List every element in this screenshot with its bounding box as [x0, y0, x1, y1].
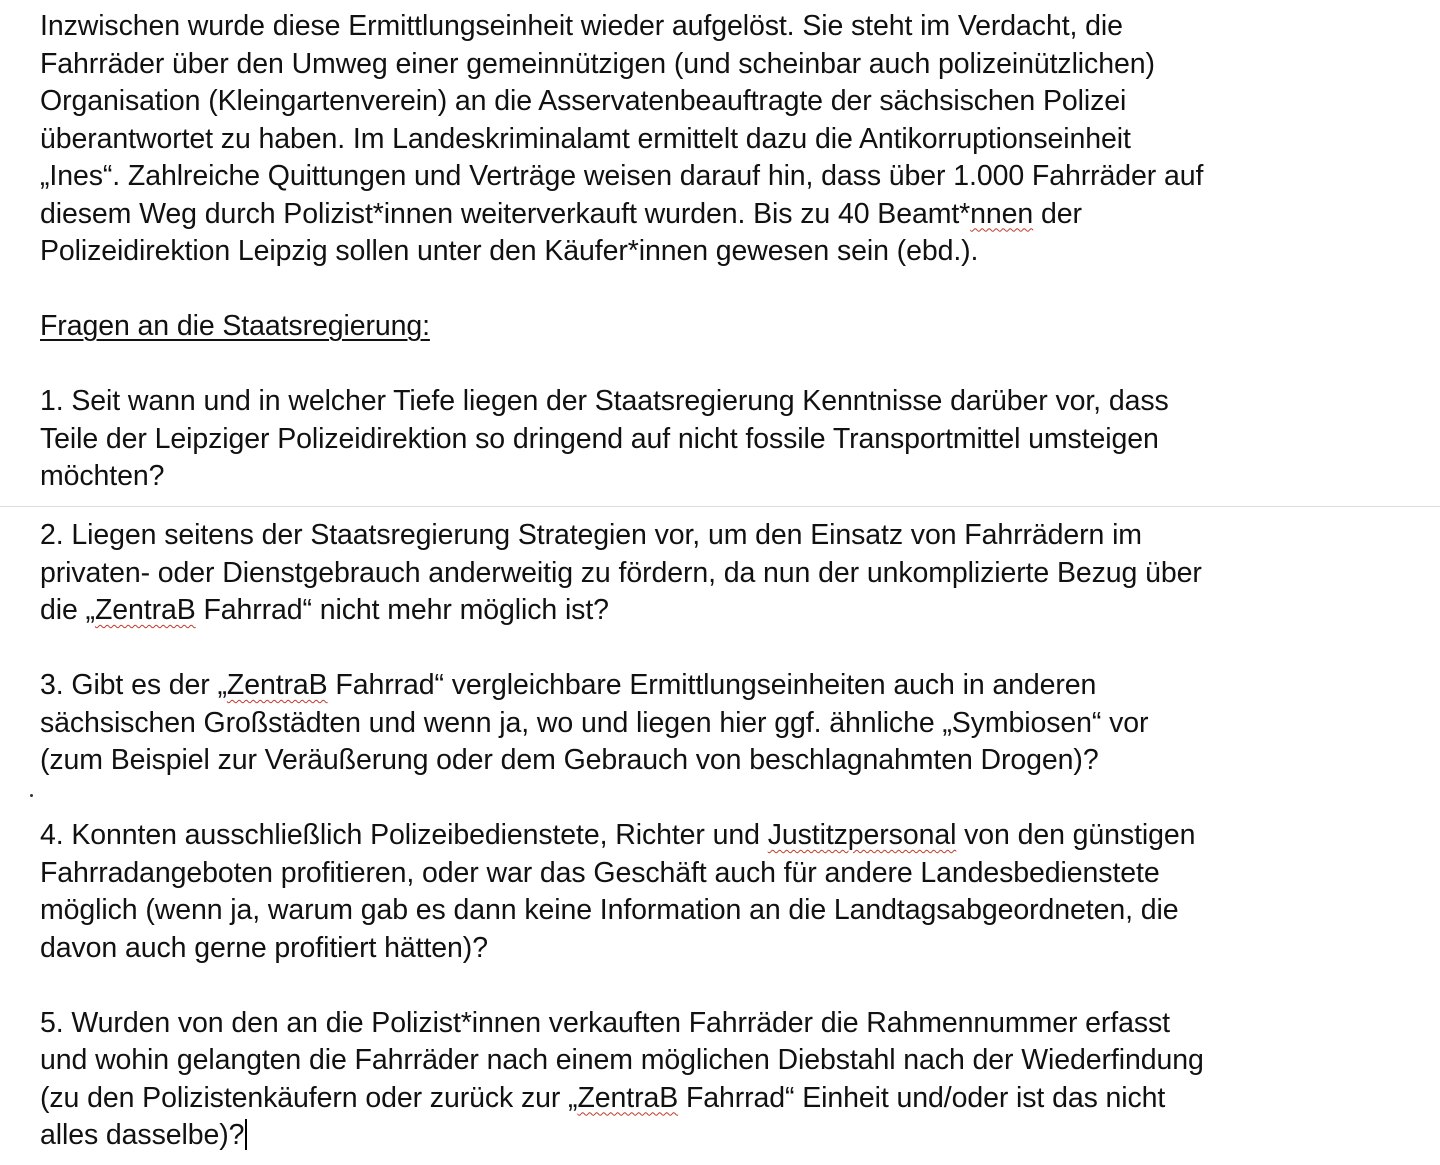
question-5-line-4: alles dasselbe)? [40, 1119, 245, 1151]
question-4-line-2: Fahrradangeboten profitieren, oder war das Geschäft auch für andere Landesbedienstete [40, 856, 1160, 889]
question-1-line-3: möchten? [40, 460, 165, 492]
question-5[interactable] [40, 1005, 1420, 1155]
intro-line-6a: diesem Weg durch Polizist*innen weiterverkauft wurden. Bis zu 40 Beamt* [40, 197, 971, 230]
spellcheck-word[interactable]: Justitzpersonal [767, 819, 957, 851]
question-2-line-2: privaten- oder Dienstgebrauch anderweitig zu fördern, da nun der unkomplizierte Bezug über [40, 556, 1202, 589]
question-3[interactable] [40, 667, 1420, 780]
stray-dot-mark [30, 794, 33, 797]
empty-line [40, 780, 1420, 818]
question-2-line-1: 2. Liegen seitens der Staatsregierung Strategien vor, um den Einsatz von Fahrrädern im [40, 519, 1142, 551]
empty-line [40, 630, 1420, 668]
question-3-line-1a: 3. Gibt es der „ [40, 669, 227, 701]
question-1[interactable] [40, 383, 1420, 496]
question-1-line-1: 1. Seit wann und in welcher Tiefe liegen der Staatsregierung Kenntnisse darüber vor, dass [40, 385, 1169, 417]
question-5-line-2: und wohin gelangten die Fahrräder nach einem möglichen Diebstahl nach der Wiederfindung [40, 1044, 1204, 1076]
intro-line-3: Organisation (Kleingartenverein) an die Asservatenbeauftragte der sächsischen Polizei [40, 85, 1127, 117]
question-4-line-3: möglich (wenn ja, warum gab es dann keine Information an die Landtagsabgeordneten, die [40, 894, 1179, 926]
empty-line [40, 271, 1420, 309]
text-cursor [245, 1119, 247, 1150]
question-4-line-1c: von den günstigen [956, 819, 1196, 851]
intro-line-2: Fahrräder über den Umweg einer gemeinnützigen (und scheinbar auch polizeinützlichen) [40, 47, 1155, 80]
intro-line-5: „Ines“. Zahlreiche Quittungen und Verträge weisen darauf hin, dass über 1.000 Fahrräder auf [40, 160, 1204, 192]
empty-line [40, 967, 1420, 1005]
page-break-divider [0, 506, 1440, 507]
document-page-top[interactable] [40, 8, 1420, 496]
question-2-line-3a: die „ [40, 594, 95, 626]
intro-line-1: Inzwischen wurde diese Ermittlungseinheit wieder aufgelöst. Sie steht im Verdacht, die [40, 10, 1123, 42]
empty-line [40, 346, 1420, 384]
document-page-bottom[interactable] [40, 517, 1420, 1155]
question-4-line-1a: 4. Konnten ausschließlich Polizeibedienstete, Richter und [40, 819, 768, 851]
question-4[interactable] [40, 817, 1420, 967]
spellcheck-word[interactable]: ZentraB [577, 1081, 679, 1114]
intro-line-4: überantwortet zu haben. Im Landeskriminalamt ermittelt dazu die Antikorruptionseinheit [40, 122, 1131, 155]
intro-line-7: Polizeidirektion Leipzig sollen unter den Käufer*innen gewesen sein (ebd.). [40, 235, 979, 267]
question-1-line-2: Teile der Leipziger Polizeidirektion so dringend auf nicht fossile Transportmittel umsteigen [40, 422, 1159, 455]
questions-heading: Fragen an die Staatsregierung: [40, 310, 430, 342]
questions-heading-paragraph[interactable] [40, 308, 1420, 346]
question-3-line-2: sächsischen Großstädten und wenn ja, wo und liegen hier ggf. ähnliche „Symbiosen“ vor [40, 706, 1149, 739]
question-2-line-3c: Fahrrad“ nicht mehr möglich ist? [195, 594, 609, 626]
spellcheck-word[interactable]: ZentraB [94, 594, 196, 626]
intro-paragraph[interactable] [40, 8, 1420, 271]
question-5-line-1: 5. Wurden von den an die Polizist*innen verkauften Fahrräder die Rahmennummer erfasst [40, 1006, 1170, 1039]
question-3-line-1c: Fahrrad“ vergleichbare Ermittlungseinheiten auch in anderen [327, 669, 1097, 701]
spellcheck-word[interactable]: ZentraB [226, 669, 328, 701]
question-5-line-3a: (zu den Polizistenkäufern oder zurück zur „ [40, 1081, 578, 1114]
question-3-line-3: (zum Beispiel zur Veräußerung oder dem Gebrauch von beschlagnahmten Drogen)? [40, 744, 1099, 776]
question-4-line-4: davon auch gerne profitiert hätten)? [40, 931, 488, 964]
spellcheck-word[interactable]: nnen [970, 197, 1034, 230]
question-5-line-3c: Fahrrad“ Einheit und/oder ist das nicht [678, 1081, 1166, 1114]
intro-line-6c: der [1033, 197, 1082, 230]
question-2[interactable] [40, 517, 1420, 630]
